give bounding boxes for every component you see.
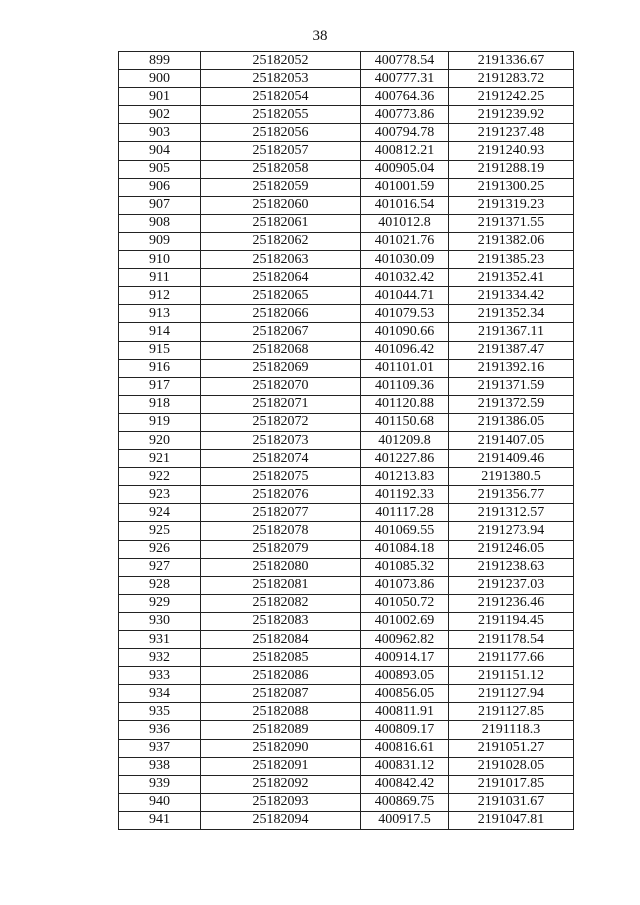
point-id-cell: 25182090 (201, 739, 361, 757)
x-coordinate-cell: 400764.36 (361, 88, 449, 106)
point-id-cell: 25182071 (201, 395, 361, 413)
y-coordinate-cell: 2191238.63 (449, 558, 574, 576)
table-row (119, 269, 574, 287)
point-id-cell: 25182052 (201, 52, 361, 70)
point-number-cell: 936 (119, 721, 201, 739)
x-coordinate-cell: 400773.86 (361, 106, 449, 124)
x-coordinate-cell: 400831.12 (361, 757, 449, 775)
point-number-cell: 927 (119, 558, 201, 576)
point-id-cell: 25182058 (201, 160, 361, 178)
point-id-cell: 25182062 (201, 232, 361, 250)
x-coordinate-cell: 401213.83 (361, 468, 449, 486)
point-number-cell: 918 (119, 395, 201, 413)
point-number-cell: 933 (119, 667, 201, 685)
y-coordinate-cell: 2191151.12 (449, 667, 574, 685)
point-id-cell: 25182060 (201, 196, 361, 214)
point-id-cell: 25182069 (201, 359, 361, 377)
table-row (119, 124, 574, 142)
y-coordinate-cell: 2191288.19 (449, 160, 574, 178)
y-coordinate-cell: 2191300.25 (449, 178, 574, 196)
x-coordinate-cell: 400794.78 (361, 124, 449, 142)
y-coordinate-cell: 2191319.23 (449, 196, 574, 214)
y-coordinate-cell: 2191237.03 (449, 576, 574, 594)
table-row (119, 739, 574, 757)
y-coordinate-cell: 2191051.27 (449, 739, 574, 757)
y-coordinate-cell: 2191392.16 (449, 359, 574, 377)
point-number-cell: 920 (119, 431, 201, 449)
y-coordinate-cell: 2191371.55 (449, 214, 574, 232)
y-coordinate-cell: 2191194.45 (449, 612, 574, 630)
point-id-cell: 25182079 (201, 540, 361, 558)
y-coordinate-cell: 2191312.57 (449, 504, 574, 522)
point-number-cell: 903 (119, 124, 201, 142)
x-coordinate-cell: 400917.5 (361, 811, 449, 829)
x-coordinate-cell: 401032.42 (361, 269, 449, 287)
y-coordinate-cell: 2191127.94 (449, 685, 574, 703)
table-row (119, 450, 574, 468)
y-coordinate-cell: 2191380.5 (449, 468, 574, 486)
y-coordinate-cell: 2191028.05 (449, 757, 574, 775)
table-row (119, 667, 574, 685)
y-coordinate-cell: 2191047.81 (449, 811, 574, 829)
x-coordinate-cell: 401085.32 (361, 558, 449, 576)
x-coordinate-cell: 401096.42 (361, 341, 449, 359)
table-row (119, 70, 574, 88)
point-id-cell: 25182088 (201, 703, 361, 721)
point-number-cell: 915 (119, 341, 201, 359)
point-number-cell: 929 (119, 594, 201, 612)
point-id-cell: 25182085 (201, 649, 361, 667)
point-id-cell: 25182080 (201, 558, 361, 576)
x-coordinate-cell: 401016.54 (361, 196, 449, 214)
x-coordinate-cell: 400777.31 (361, 70, 449, 88)
point-number-cell: 919 (119, 413, 201, 431)
table-row (119, 106, 574, 124)
y-coordinate-cell: 2191242.25 (449, 88, 574, 106)
point-number-cell: 922 (119, 468, 201, 486)
x-coordinate-cell: 401120.88 (361, 395, 449, 413)
table-row (119, 232, 574, 250)
point-id-cell: 25182055 (201, 106, 361, 124)
table-row (119, 341, 574, 359)
x-coordinate-cell: 400842.42 (361, 775, 449, 793)
x-coordinate-cell: 401109.36 (361, 377, 449, 395)
point-number-cell: 916 (119, 359, 201, 377)
table-row (119, 486, 574, 504)
point-number-cell: 930 (119, 612, 201, 630)
y-coordinate-cell: 2191387.47 (449, 341, 574, 359)
y-coordinate-cell: 2191334.42 (449, 287, 574, 305)
y-coordinate-cell: 2191017.85 (449, 775, 574, 793)
point-number-cell: 932 (119, 649, 201, 667)
x-coordinate-cell: 401150.68 (361, 413, 449, 431)
point-number-cell: 941 (119, 811, 201, 829)
x-coordinate-cell: 401002.69 (361, 612, 449, 630)
point-id-cell: 25182065 (201, 287, 361, 305)
point-number-cell: 902 (119, 106, 201, 124)
point-number-cell: 914 (119, 323, 201, 341)
y-coordinate-cell: 2191371.59 (449, 377, 574, 395)
y-coordinate-cell: 2191352.34 (449, 305, 574, 323)
point-number-cell: 911 (119, 269, 201, 287)
x-coordinate-cell: 401117.28 (361, 504, 449, 522)
point-number-cell: 910 (119, 251, 201, 269)
point-id-cell: 25182072 (201, 413, 361, 431)
point-id-cell: 25182082 (201, 594, 361, 612)
point-id-cell: 25182056 (201, 124, 361, 142)
x-coordinate-cell: 401192.33 (361, 486, 449, 504)
x-coordinate-cell: 400809.17 (361, 721, 449, 739)
point-number-cell: 900 (119, 70, 201, 88)
x-coordinate-cell: 400812.21 (361, 142, 449, 160)
table-row (119, 631, 574, 649)
x-coordinate-cell: 401030.09 (361, 251, 449, 269)
x-coordinate-cell: 400811.91 (361, 703, 449, 721)
coordinates-table-body (119, 52, 574, 830)
x-coordinate-cell: 400905.04 (361, 160, 449, 178)
table-row (119, 721, 574, 739)
x-coordinate-cell: 400778.54 (361, 52, 449, 70)
y-coordinate-cell: 2191409.46 (449, 450, 574, 468)
point-id-cell: 25182078 (201, 522, 361, 540)
point-id-cell: 25182081 (201, 576, 361, 594)
x-coordinate-cell: 401069.55 (361, 522, 449, 540)
x-coordinate-cell: 401012.8 (361, 214, 449, 232)
x-coordinate-cell: 401101.01 (361, 359, 449, 377)
point-id-cell: 25182061 (201, 214, 361, 232)
x-coordinate-cell: 401090.66 (361, 323, 449, 341)
point-id-cell: 25182063 (201, 251, 361, 269)
point-id-cell: 25182089 (201, 721, 361, 739)
point-number-cell: 917 (119, 377, 201, 395)
y-coordinate-cell: 2191372.59 (449, 395, 574, 413)
x-coordinate-cell: 401073.86 (361, 576, 449, 594)
x-coordinate-cell: 401227.86 (361, 450, 449, 468)
table-row (119, 377, 574, 395)
y-coordinate-cell: 2191237.48 (449, 124, 574, 142)
point-number-cell: 906 (119, 178, 201, 196)
x-coordinate-cell: 400893.05 (361, 667, 449, 685)
table-row (119, 649, 574, 667)
y-coordinate-cell: 2191273.94 (449, 522, 574, 540)
point-id-cell: 25182064 (201, 269, 361, 287)
table-row (119, 811, 574, 829)
table-row (119, 160, 574, 178)
y-coordinate-cell: 2191177.66 (449, 649, 574, 667)
point-id-cell: 25182083 (201, 612, 361, 630)
table-row (119, 431, 574, 449)
table-row (119, 88, 574, 106)
point-id-cell: 25182059 (201, 178, 361, 196)
point-number-cell: 926 (119, 540, 201, 558)
point-number-cell: 939 (119, 775, 201, 793)
point-id-cell: 25182054 (201, 88, 361, 106)
point-id-cell: 25182091 (201, 757, 361, 775)
point-number-cell: 928 (119, 576, 201, 594)
point-number-cell: 899 (119, 52, 201, 70)
y-coordinate-cell: 2191407.05 (449, 431, 574, 449)
point-id-cell: 25182074 (201, 450, 361, 468)
table-row (119, 251, 574, 269)
point-id-cell: 25182075 (201, 468, 361, 486)
y-coordinate-cell: 2191283.72 (449, 70, 574, 88)
point-number-cell: 938 (119, 757, 201, 775)
point-number-cell: 921 (119, 450, 201, 468)
point-number-cell: 904 (119, 142, 201, 160)
point-number-cell: 940 (119, 793, 201, 811)
table-row (119, 178, 574, 196)
point-id-cell: 25182066 (201, 305, 361, 323)
x-coordinate-cell: 400869.75 (361, 793, 449, 811)
table-row (119, 504, 574, 522)
point-id-cell: 25182068 (201, 341, 361, 359)
table-row (119, 413, 574, 431)
table-row (119, 757, 574, 775)
y-coordinate-cell: 2191382.06 (449, 232, 574, 250)
table-row (119, 142, 574, 160)
page-number: 38 (312, 28, 328, 44)
y-coordinate-cell: 2191118.3 (449, 721, 574, 739)
table-row (119, 612, 574, 630)
y-coordinate-cell: 2191178.54 (449, 631, 574, 649)
table-row (119, 214, 574, 232)
x-coordinate-cell: 401044.71 (361, 287, 449, 305)
point-id-cell: 25182094 (201, 811, 361, 829)
table-row (119, 703, 574, 721)
x-coordinate-cell: 401050.72 (361, 594, 449, 612)
y-coordinate-cell: 2191246.05 (449, 540, 574, 558)
y-coordinate-cell: 2191240.93 (449, 142, 574, 160)
table-row (119, 305, 574, 323)
point-id-cell: 25182077 (201, 504, 361, 522)
point-number-cell: 924 (119, 504, 201, 522)
point-id-cell: 25182093 (201, 793, 361, 811)
point-id-cell: 25182092 (201, 775, 361, 793)
table-row (119, 540, 574, 558)
y-coordinate-cell: 2191386.05 (449, 413, 574, 431)
table-row (119, 522, 574, 540)
x-coordinate-cell: 401209.8 (361, 431, 449, 449)
y-coordinate-cell: 2191236.46 (449, 594, 574, 612)
table-row (119, 287, 574, 305)
point-number-cell: 934 (119, 685, 201, 703)
point-id-cell: 25182076 (201, 486, 361, 504)
x-coordinate-cell: 400816.61 (361, 739, 449, 757)
y-coordinate-cell: 2191127.85 (449, 703, 574, 721)
table-row (119, 359, 574, 377)
table-row (119, 576, 574, 594)
point-id-cell: 25182073 (201, 431, 361, 449)
point-id-cell: 25182070 (201, 377, 361, 395)
y-coordinate-cell: 2191356.77 (449, 486, 574, 504)
table-row (119, 685, 574, 703)
table-row (119, 196, 574, 214)
x-coordinate-cell: 401079.53 (361, 305, 449, 323)
point-number-cell: 925 (119, 522, 201, 540)
point-number-cell: 913 (119, 305, 201, 323)
x-coordinate-cell: 400914.17 (361, 649, 449, 667)
y-coordinate-cell: 2191239.92 (449, 106, 574, 124)
point-id-cell: 25182084 (201, 631, 361, 649)
point-id-cell: 25182067 (201, 323, 361, 341)
table-row (119, 323, 574, 341)
x-coordinate-cell: 401001.59 (361, 178, 449, 196)
point-number-cell: 907 (119, 196, 201, 214)
x-coordinate-cell: 400962.82 (361, 631, 449, 649)
table-row (119, 594, 574, 612)
point-number-cell: 905 (119, 160, 201, 178)
table-row (119, 775, 574, 793)
y-coordinate-cell: 2191031.67 (449, 793, 574, 811)
point-number-cell: 937 (119, 739, 201, 757)
point-number-cell: 912 (119, 287, 201, 305)
point-number-cell: 908 (119, 214, 201, 232)
x-coordinate-cell: 401084.18 (361, 540, 449, 558)
point-number-cell: 931 (119, 631, 201, 649)
y-coordinate-cell: 2191385.23 (449, 251, 574, 269)
point-id-cell: 25182086 (201, 667, 361, 685)
y-coordinate-cell: 2191367.11 (449, 323, 574, 341)
point-number-cell: 909 (119, 232, 201, 250)
point-number-cell: 935 (119, 703, 201, 721)
point-number-cell: 901 (119, 88, 201, 106)
coordinates-table (118, 51, 574, 830)
table-row (119, 558, 574, 576)
y-coordinate-cell: 2191336.67 (449, 52, 574, 70)
point-id-cell: 25182087 (201, 685, 361, 703)
y-coordinate-cell: 2191352.41 (449, 269, 574, 287)
table-row (119, 395, 574, 413)
point-number-cell: 923 (119, 486, 201, 504)
point-id-cell: 25182057 (201, 142, 361, 160)
point-id-cell: 25182053 (201, 70, 361, 88)
x-coordinate-cell: 401021.76 (361, 232, 449, 250)
table-row (119, 52, 574, 70)
table-row (119, 793, 574, 811)
table-row (119, 468, 574, 486)
x-coordinate-cell: 400856.05 (361, 685, 449, 703)
